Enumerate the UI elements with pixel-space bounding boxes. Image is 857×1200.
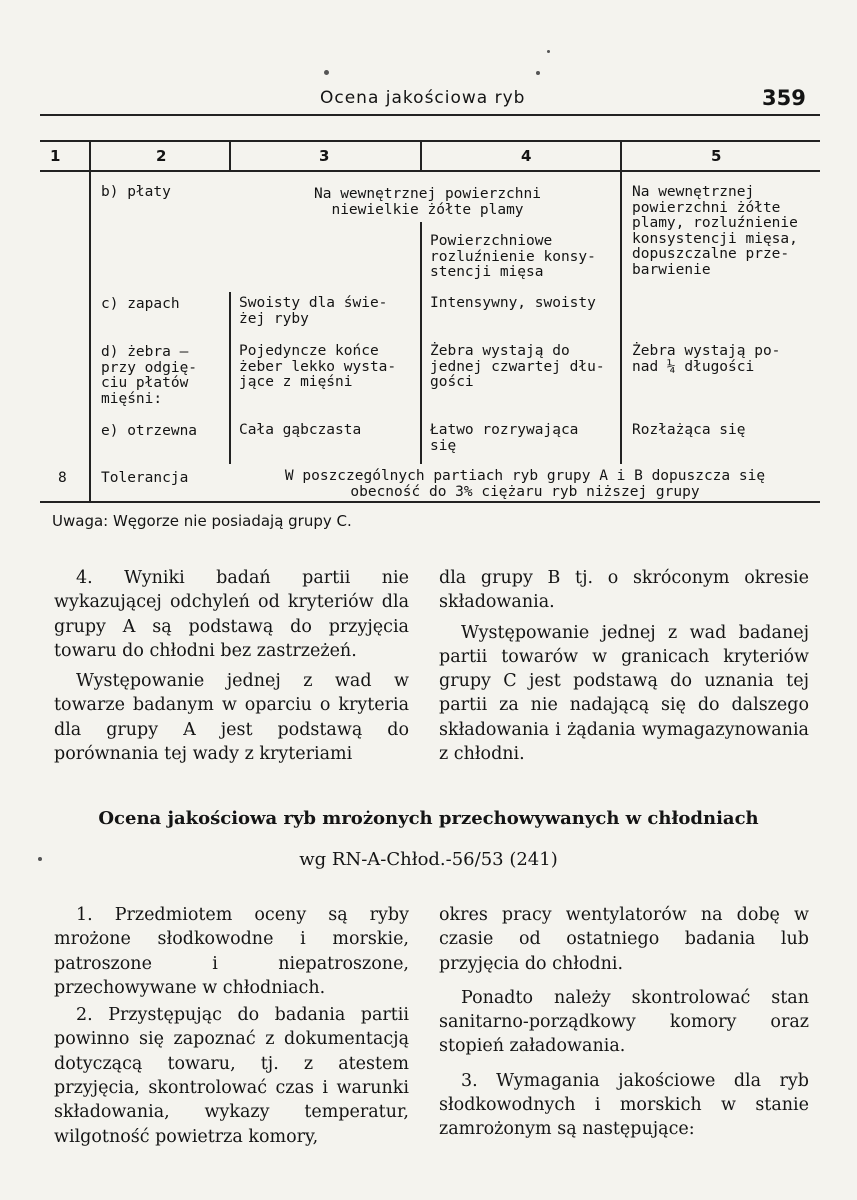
lower-left-column [54,903,409,1149]
row-label: b) płaty [101,184,171,200]
column-divider [89,141,91,502]
paragraph: okres pracy wentylatorów na dobę w czasie od ostatniego badania lub przyjęcia do chłodni. [439,905,809,974]
scan-speck [536,71,540,75]
paragraph: dla grupy B tj. o skróconym okresie składowania. [439,568,809,613]
column-divider [420,222,422,464]
table-cell: Powierzchniowe rozluźnienie konsy- stencji mięsa [430,233,596,280]
row-number: 8 [58,470,67,486]
row-label: c) zapach [101,296,180,312]
table-cell: Cała gąbczasta [239,422,362,438]
paragraph: 3. Wymagania jakościowe dla ryb słodkowodnych i morskich w stanie zamrożonym są następujące: [439,1070,809,1140]
paragraph: 1. Przedmiotem oceny są ryby mrożone słodkowodne i morskie, patroszone i niepatroszone, przechowywane w chłodniach. [54,905,409,998]
column-heading: 1 [50,147,61,165]
table-cell: Na wewnętrznej powierzchni żółte plamy, rozluźnienie konsystencji mięsa, dopuszczalne prze- barwienie [632,184,798,278]
header-rule [40,114,820,116]
paragraph: Występowanie jednej z wad w towarze badanym w oparciu o kryteria dla grupy A jest podstawą do porównania tej wady z kryteriami [54,671,409,765]
paragraph: 4. Wyniki badań partii nie wykazującej odchyleń od kryteriów dla grupy A są podstawą do przyjęcia towaru do chłodni bez zastrzeżeń. [54,568,409,661]
running-title: Ocena jakościowa ryb [320,88,526,108]
table-cell: Pojedyncze końce żeber lekko wysta- jące z mięśni [239,343,397,390]
upper-right-column [439,566,809,766]
paragraph: Występowanie jednej z wad badanej partii towarów w granicach kryteriów grupy C jest podstawą do uznania tej partii za nie nadającą się do dalszego składowania i żądania wymagazynowania z chłodni. [439,622,809,765]
scan-speck [547,50,550,53]
table-cell: Swoisty dla świe- żej ryby [239,295,388,327]
column-heading: 3 [319,147,330,165]
table-cell-spanning: Na wewnętrznej powierzchni niewielkie żółte plamy [314,186,541,218]
table-cell: Rozłażąca się [632,422,746,438]
scan-speck [324,70,329,75]
section-subtitle: wg RN-A-Chłod.-56/53 (241) [299,849,558,870]
row-label: e) otrzewna [101,423,198,439]
column-heading: 4 [521,147,532,165]
column-divider [620,141,622,464]
table-note: Uwaga: Węgorze nie posiadają grupy C. [52,512,352,530]
table-header-rule [40,170,820,172]
table-cell: Łatwo rozrywająca się [430,422,579,454]
column-divider [420,141,422,172]
column-heading: 5 [711,147,722,165]
column-divider [229,292,231,464]
table-cell-spanning: W poszczególnych partiach ryb grupy A i B dopuszcza się obecność do 3% ciężaru ryb niższej grupy [284,468,766,500]
table-bottom-rule [40,501,820,503]
column-heading: 2 [156,147,167,165]
row-label: d) żebra — przy odgię- ciu płatów mięśni: [101,344,198,407]
table-cell: Żebra wystają po- nad ¼ długości [632,343,781,375]
section-title: Ocena jakościowa ryb mrożonych przechowywanych w chłodniach [98,808,759,829]
scan-speck [38,857,42,861]
paragraph: Ponadto należy skontrolować stan sanitarno-porządkowy komory oraz stopień załadowania. [439,987,809,1057]
table-cell: Żebra wystają do jednej czwartej dłu- gości [430,343,605,390]
page-number: 359 [762,86,806,110]
lower-right-column [439,903,809,1142]
table-top-rule [40,140,820,142]
paragraph: 2. Przystępując do badania partii powinno się zapoznać z dokumentacją dotyczącą towaru, tj. z atestem przyjęcia, skontrolować czas i warunki składowania, wykazy temperatur, wilgotność powietrza komory, [54,1005,409,1147]
row-label: Tolerancja [101,470,189,486]
table-cell: Intensywny, swoisty [430,295,596,311]
column-divider [229,141,231,172]
upper-left-column [54,566,409,766]
